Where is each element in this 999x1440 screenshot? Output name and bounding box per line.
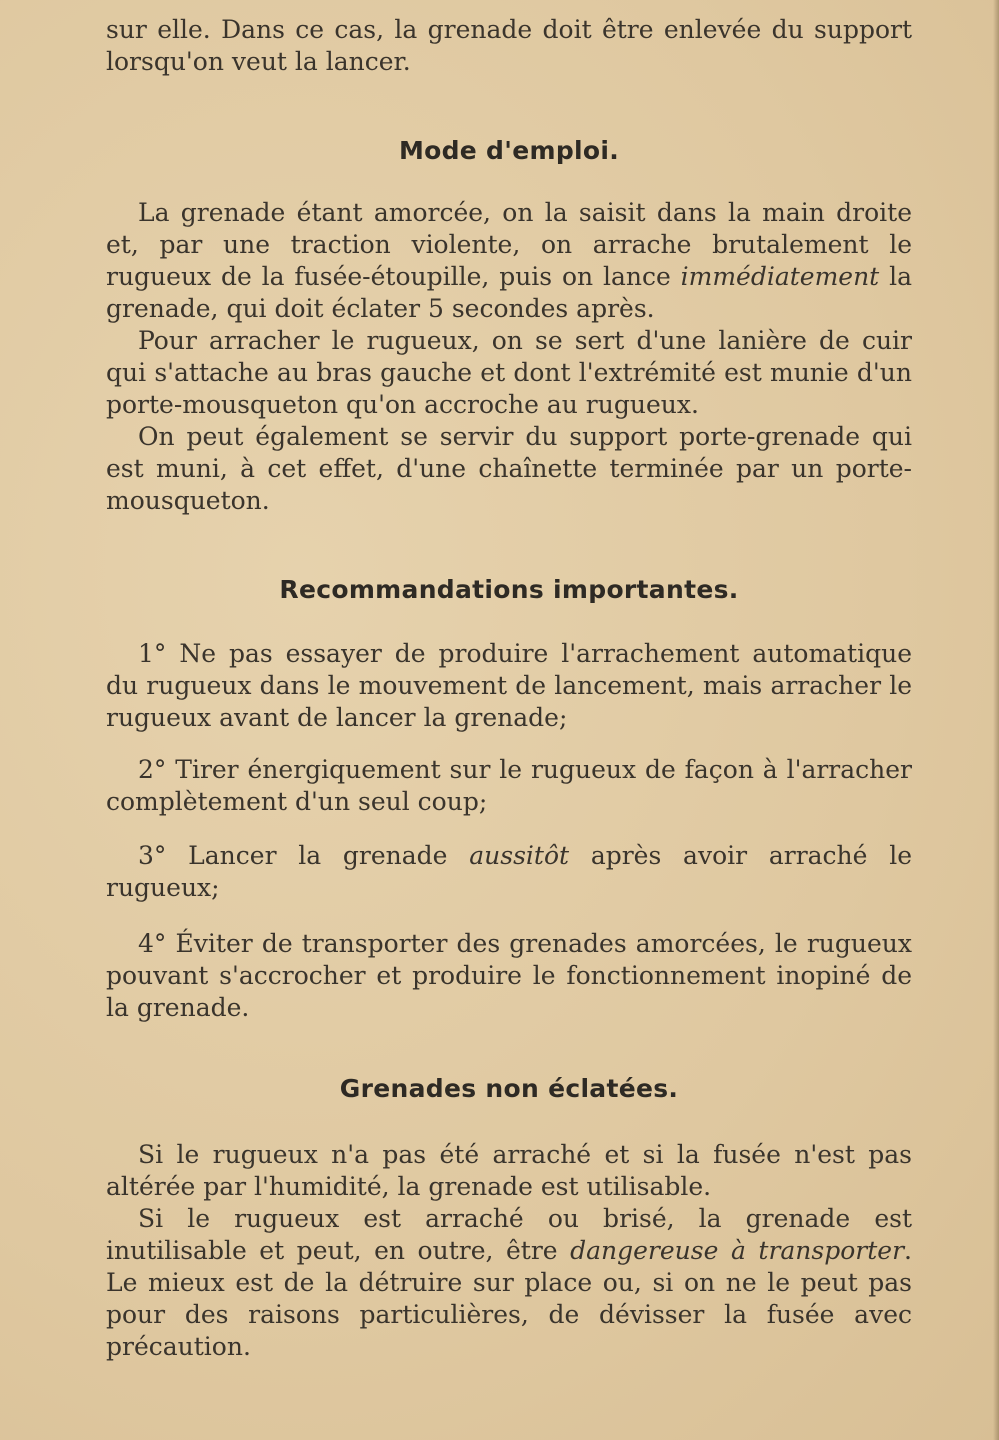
usage-1-text-a: La grenade étant amorcée, on la saisit dans la main droite et, par une traction violente, on arrache brutalement le rugueux de la fusée-étoupille, puis on lance xyxy=(106,198,912,291)
recommendation-4: 4° Éviter de transporter des grenades amorcées, le rugueux pouvant s'accrocher et produire le fonctionnement inopiné de la grenade. xyxy=(106,929,912,1022)
heading-recommandations: Recommandations importantes. xyxy=(279,575,739,604)
recommendation-1: 1° Ne pas essayer de produire l'arrachement automatique du rugueux dans le mouvement de lancement, mais arracher le rugueux avant de lancer la grenade; xyxy=(106,639,912,732)
usage-1-emphasis: immédiatement xyxy=(680,262,880,291)
unexploded-2-text-b: . Le mieux est de la détruire sur place ou, si on ne le peut pas pour des raisons particulières, de dévisser la fusée avec précaution. xyxy=(106,1236,912,1361)
paragraph-unexploded-1: Si le rugueux n'a pas été arraché et si la fusée n'est pas altérée par l'humidité, la grenade est utilisable. xyxy=(106,1140,912,1201)
recommendation-2: 2° Tirer énergiquement sur le rugueux de façon à l'arracher complètement d'un seul coup; xyxy=(106,755,912,816)
heading-mode-emploi: Mode d'emploi. xyxy=(398,136,620,165)
paragraph-support-removal: sur elle. Dans ce cas, la grenade doit être enlevée du support lorsqu'on veut la lancer. xyxy=(106,15,912,76)
recommendation-3-emphasis: aussitôt xyxy=(469,841,570,870)
paragraph-usage-1 xyxy=(106,197,912,325)
unexploded-2-text-a: Si le rugueux est arraché ou brisé, la grenade est inutilisable et peut, en outre, être xyxy=(106,1204,912,1265)
heading-grenades-non-eclatees: Grenades non éclatées. xyxy=(339,1074,679,1103)
paragraph-unexploded-2 xyxy=(106,1203,912,1363)
paragraph-usage-2: Pour arracher le rugueux, on se sert d'une lanière de cuir qui s'attache au bras gauche et dont l'extrémité est munie d'un porte-mousqueton qu'on accroche au rugueux. xyxy=(106,326,912,419)
document-page xyxy=(106,14,912,1363)
recommendation-3-text-b: après avoir arraché le rugueux; xyxy=(106,841,912,902)
recommendation-3-text-a: 3° Lancer la grenade xyxy=(138,841,470,870)
unexploded-2-emphasis: dangereuse à transporter xyxy=(570,1236,905,1265)
usage-1-text-b: la grenade, qui doit éclater 5 secondes après. xyxy=(106,262,912,323)
page-edge-shadow xyxy=(993,0,999,1440)
recommendation-3 xyxy=(106,840,912,904)
paragraph-usage-3: On peut également se servir du support porte-grenade qui est muni, à cet effet, d'une chaînette terminée par un porte-mousqueton. xyxy=(106,422,912,515)
